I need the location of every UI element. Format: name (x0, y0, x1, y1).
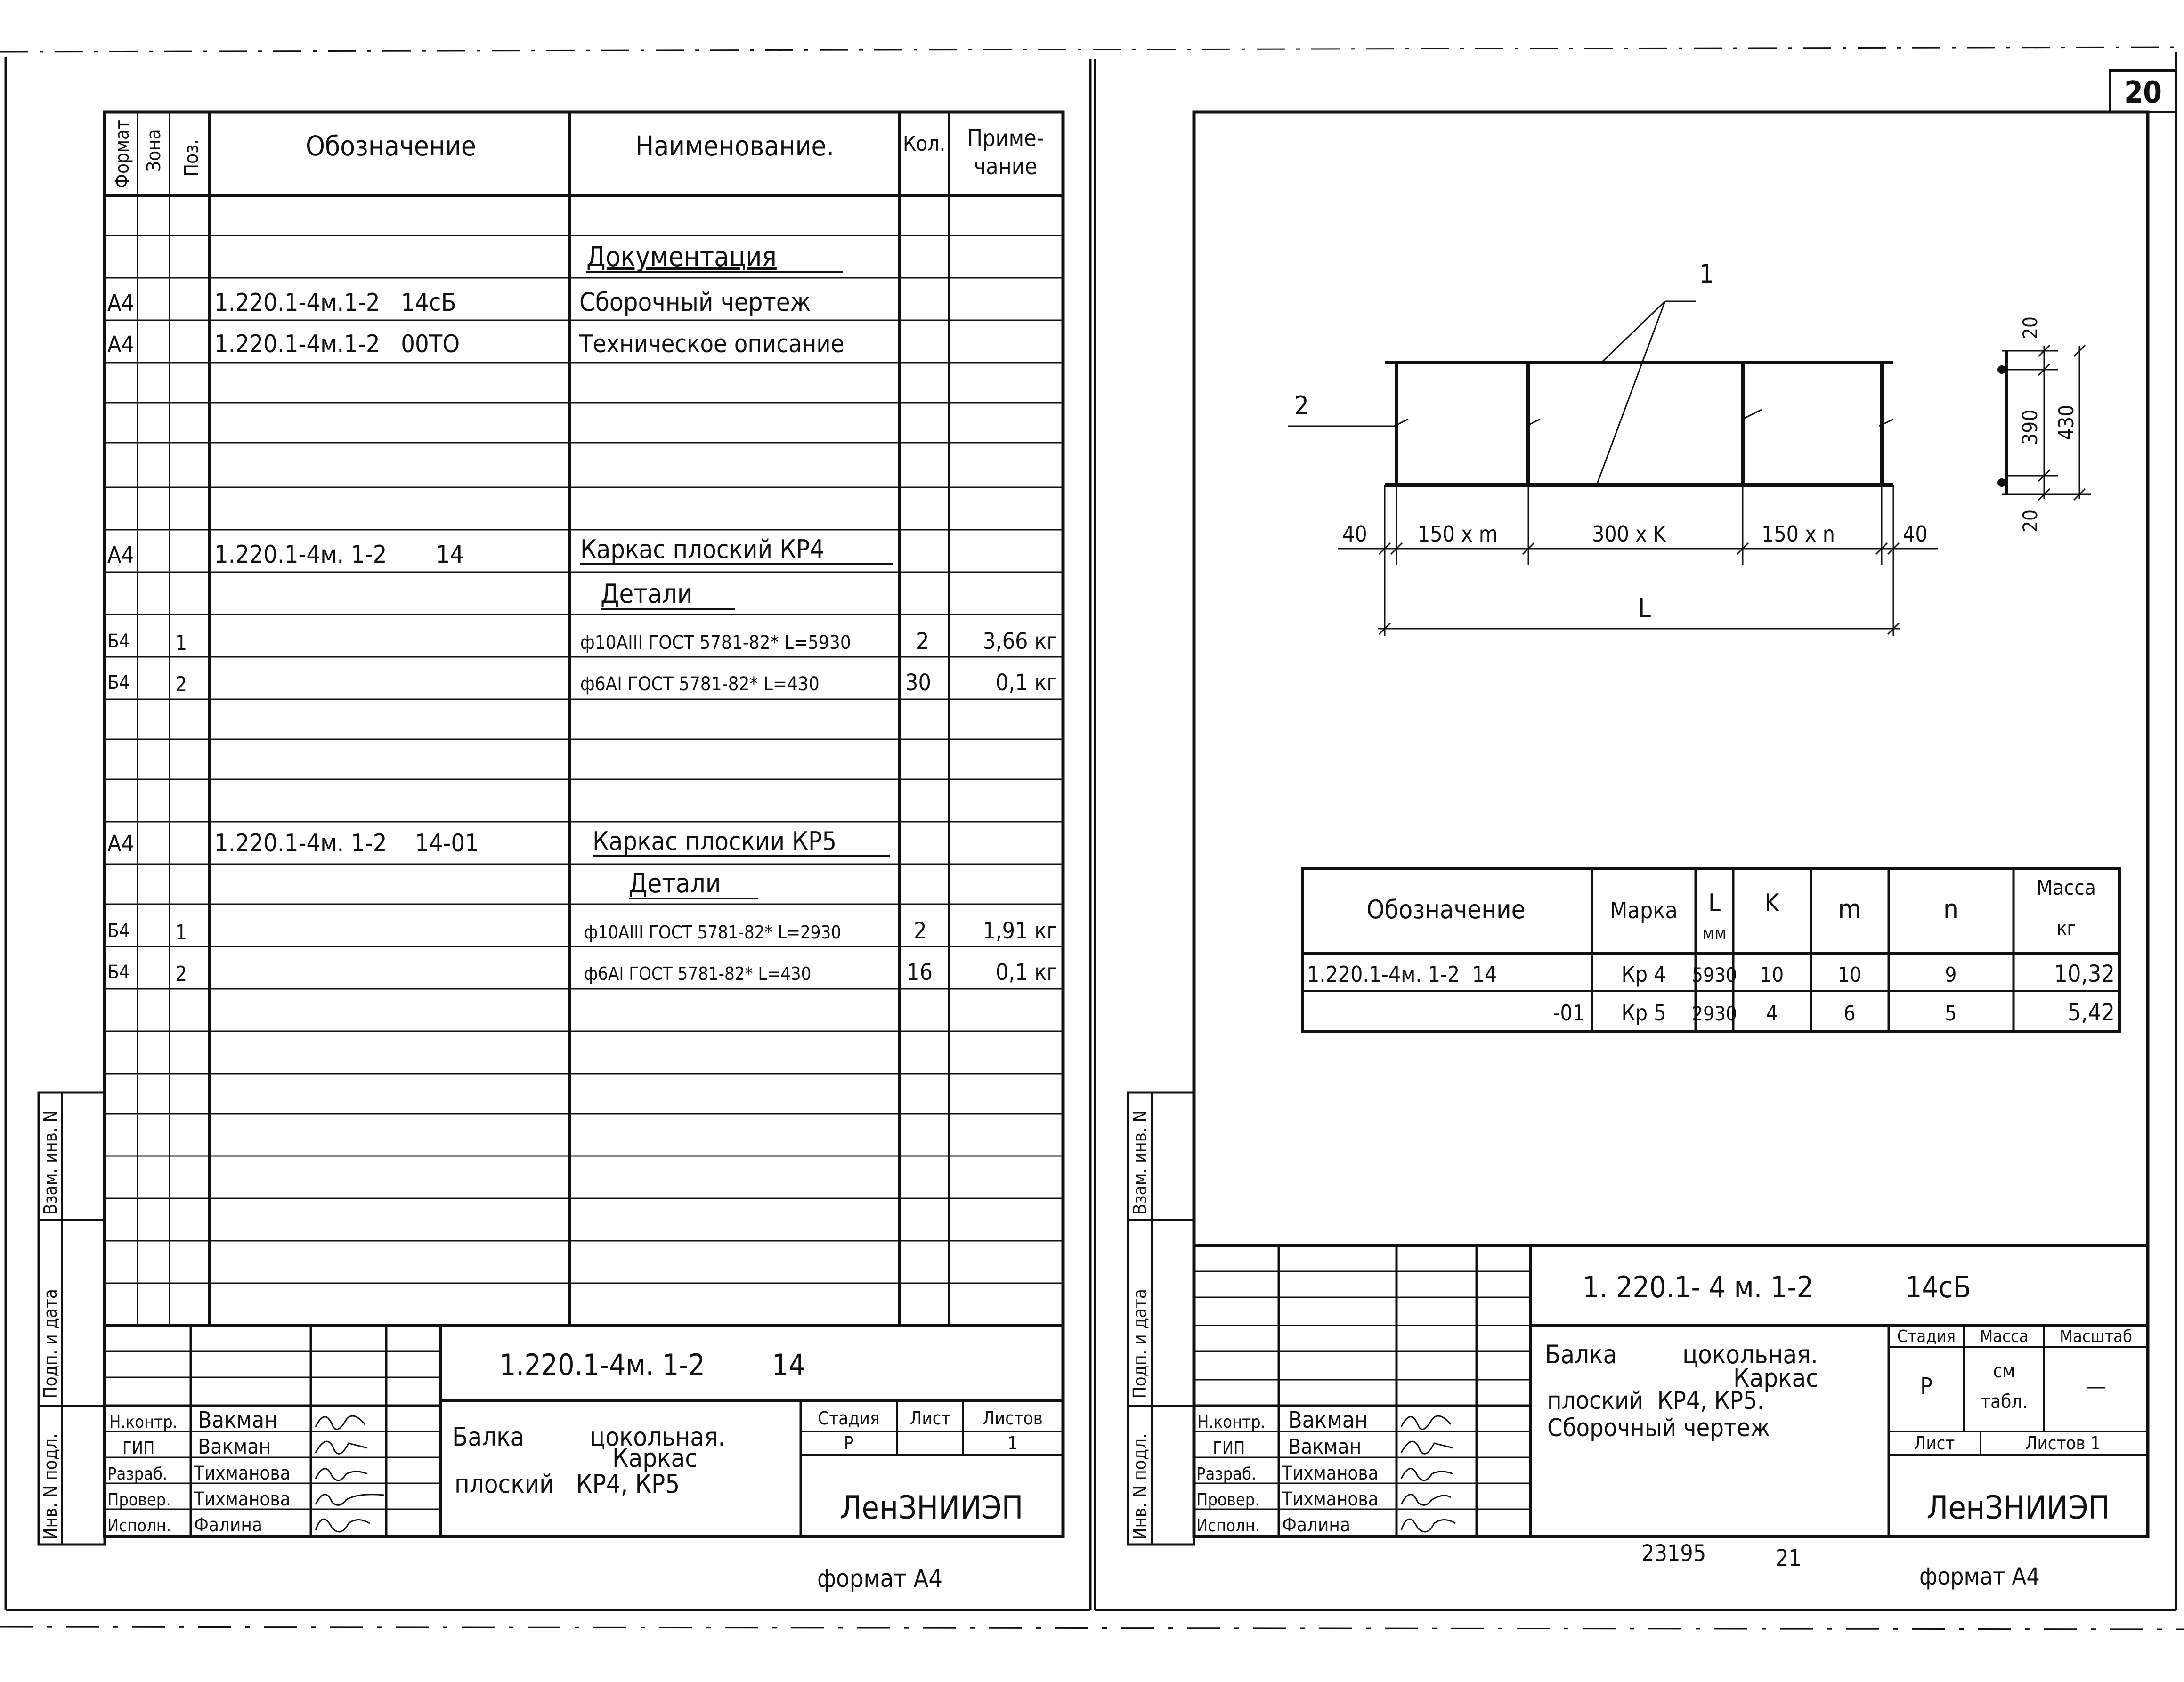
signer-name-3: Тихманова (194, 1488, 291, 1510)
frame-drawing (1288, 259, 2091, 636)
signer-role-1: ГИП (122, 1439, 155, 1458)
right-tb-title-1: Балка цокольная. (1545, 1340, 1818, 1369)
archive-number-2: 21 (1776, 1545, 1802, 1571)
left-tb-org: ЛенЗНИИЭП (840, 1489, 1023, 1527)
right-side-stamp (1128, 1092, 1194, 1545)
pt-r1-K: 4 (1766, 1002, 1778, 1026)
dim-40-left: 40 (1342, 521, 1367, 547)
col-header-note-1: Приме- (967, 125, 1044, 152)
r-signer-name-1: Вакман (1288, 1435, 1362, 1459)
pt-r0-n: 9 (1945, 963, 1957, 987)
col-header-designation: Обозначение (305, 130, 477, 162)
pt-header-K: K (1764, 889, 1779, 917)
spec-rows (107, 241, 1057, 986)
pt-header-L: L (1708, 889, 1721, 917)
r-signer-name-2: Тихманова (1282, 1463, 1379, 1484)
dim-L: L (1638, 593, 1651, 623)
spec-note-5: 3,66 кг (982, 628, 1057, 655)
r-signer-name-3: Тихманова (1282, 1488, 1379, 1510)
callout-2: 2 (1294, 391, 1309, 420)
stamp-sign-date-r: Подп. и дата (1129, 1289, 1150, 1399)
r-signer-role-2: Разраб. (1196, 1464, 1257, 1484)
pt-r0-designation: 1.220.1-4м. 1-2 14 (1307, 962, 1497, 987)
spec-note-6: 0,1 кг (995, 670, 1057, 696)
r-signer-role-0: Н.контр. (1197, 1413, 1266, 1432)
signer-role-0: Н.контр. (109, 1413, 178, 1432)
right-sheet (1095, 52, 2176, 1610)
r-signer-name-0: Вакман (1288, 1407, 1368, 1433)
left-tb-stage: Р (844, 1433, 854, 1454)
pt-r1-designation: -01 (1553, 1000, 1585, 1026)
callout-1: 1 (1699, 259, 1714, 289)
spec-name-3: Каркас плоский КР4 (580, 534, 825, 564)
spec-format-10: Б4 (107, 962, 130, 983)
stamp-sign-date: Подп. и дата (40, 1289, 61, 1399)
spec-format-3: А4 (107, 542, 134, 568)
dim-390: 390 (2018, 409, 2042, 445)
signer-role-2: Разраб. (107, 1464, 168, 1484)
col-header-qty: Кол. (902, 132, 946, 156)
spec-pos-10: 2 (175, 962, 187, 986)
left-tb-sheet-h: Лист (909, 1408, 951, 1429)
spec-pos-6: 2 (175, 672, 187, 696)
col-header-format: Формат (112, 120, 133, 188)
right-format-note: формат А4 (1919, 1563, 2040, 1590)
pt-r1-mark: Кр 5 (1621, 1000, 1666, 1026)
spec-designation-3: 1.220.1-4м. 1-2 14 (214, 541, 464, 569)
r-signer-role-1: ГИП (1213, 1439, 1245, 1458)
pt-header-L-unit: мм (1702, 923, 1727, 944)
archive-number: 23195 (1641, 1540, 1706, 1567)
spec-pos-9: 1 (175, 921, 187, 945)
spec-format-7: А4 (107, 831, 134, 857)
dim-20-bottom: 20 (2019, 509, 2042, 532)
spec-qty-6: 30 (905, 670, 931, 696)
spec-format-9: Б4 (107, 920, 130, 942)
spec-designation-1: 1.220.1-4м.1-2 14сБ (214, 289, 456, 317)
spec-name-4: Детали (601, 579, 693, 609)
pt-header-m: m (1838, 894, 1861, 925)
right-tb-stage: Р (1920, 1373, 1933, 1399)
left-tb-title-3: плоский КР4, КР5 (455, 1469, 680, 1499)
spec-name-5: ф10АIII ГОСТ 5781-82* L=5930 (580, 632, 851, 654)
left-tb-title-1: Балка цокольная. (452, 1422, 725, 1452)
spec-qty-9: 2 (914, 918, 927, 944)
signer-name-2: Тихманова (194, 1463, 291, 1484)
spec-name-7: Каркас плоскии КР5 (593, 826, 837, 856)
pt-r0-mark: Кр 4 (1621, 962, 1666, 987)
dim-430: 430 (2054, 404, 2078, 440)
spec-designation-7: 1.220.1-4м. 1-2 14-01 (214, 829, 479, 857)
signer-name-0: Вакман (198, 1407, 278, 1433)
spec-name-6: ф6АI ГОСТ 5781-82* L=430 (580, 673, 820, 695)
right-tb-code: 1. 220.1- 4 м. 1-2 14сБ (1583, 1270, 1971, 1304)
pt-header-mark: Марка (1610, 898, 1678, 924)
left-tb-stage-h: Стадия (818, 1408, 880, 1429)
params-table (1302, 869, 2119, 1031)
spec-pos-5: 1 (175, 631, 187, 655)
signer-name-1: Вакман (198, 1435, 271, 1459)
spec-qty-5: 2 (916, 628, 929, 655)
left-tb-sheets: 1 (1007, 1433, 1018, 1454)
spec-format-1: А4 (107, 290, 134, 316)
signatures-right (1401, 1416, 1455, 1532)
right-tb-scale: — (2086, 1373, 2106, 1399)
left-format-note: формат А4 (817, 1565, 943, 1593)
stamp-inv-orig: Инв. N подл. (40, 1433, 61, 1540)
spec-note-10: 0,1 кг (995, 959, 1057, 986)
col-header-note-2: чание (974, 154, 1038, 180)
spec-qty-10: 16 (907, 959, 933, 986)
right-tb-sheets-label: Листов 1 (2025, 1433, 2101, 1454)
pt-r1-m: 6 (1843, 1002, 1856, 1026)
dim-40-right: 40 (1903, 521, 1928, 547)
right-tb-org: ЛенЗНИИЭП (1926, 1489, 2110, 1527)
spec-name-2: Техническое описание (579, 330, 844, 358)
col-header-zone: Зона (143, 129, 165, 172)
left-sheet (6, 57, 1090, 1610)
r-signer-name-4: Фалина (1282, 1514, 1350, 1536)
stamp-inv-orig-r: Инв. N подл. (1129, 1433, 1150, 1540)
pt-header-n: n (1943, 894, 1958, 925)
right-tb-mass-h: Масса (1980, 1327, 2029, 1346)
pt-header-mass: Масса (2036, 876, 2096, 900)
left-tb-title-2: Каркас (612, 1443, 698, 1473)
spec-name-10: ф6АI ГОСТ 5781-82* L=430 (584, 963, 812, 984)
page-number: 20 (2124, 75, 2162, 110)
spec-designation-2: 1.220.1-4м.1-2 00ТО (214, 330, 460, 358)
signer-role-4: Исполн. (107, 1516, 171, 1536)
pt-r0-K: 10 (1760, 963, 1784, 987)
r-signer-role-4: Исполн. (1196, 1516, 1260, 1536)
dim-150m: 150 х m (1418, 521, 1498, 547)
spec-format-5: Б4 (107, 631, 130, 652)
signer-name-4: Фалина (194, 1514, 262, 1536)
pt-r1-mass: 5,42 (2067, 999, 2115, 1026)
right-tb-title-3: плоский КР4, КР5. (1547, 1387, 1764, 1415)
spec-name-8: Детали (629, 868, 721, 899)
spec-name-9: ф10АIII ГОСТ 5781-82* L=2930 (584, 922, 841, 943)
stamp-inv-repl: Взам. инв. N (40, 1110, 61, 1215)
pt-r1-L: 2930 (1691, 1002, 1737, 1025)
spec-name-1: Сборочный чертеж (579, 287, 811, 317)
col-header-name: Наименование. (635, 130, 835, 162)
right-tb-title-2: Каркас (1733, 1363, 1819, 1393)
right-title-block (1194, 1245, 2148, 1536)
pt-r1-n: 5 (1945, 1002, 1957, 1026)
pt-r0-mass: 10,32 (2054, 960, 2115, 987)
r-signer-role-3: Провер. (1196, 1490, 1260, 1510)
signatures (316, 1416, 384, 1532)
left-tb-sheets-h: Листов (982, 1408, 1043, 1429)
pt-header-mass-unit: кг (2056, 918, 2076, 939)
right-tb-stage-h: Стадия (1897, 1327, 1956, 1346)
spec-name-0: Документация (586, 241, 777, 273)
right-tb-mass-1: см (1993, 1360, 2015, 1382)
pt-r0-m: 10 (1837, 963, 1862, 987)
right-tb-title-4: Сборочный чертеж (1547, 1414, 1770, 1442)
dim-150n: 150 х n (1762, 521, 1835, 547)
right-tb-scale-h: Масштаб (2060, 1327, 2132, 1346)
pt-header-designation: Обозначение (1366, 895, 1526, 924)
right-tb-sheet-label: Лист (1914, 1433, 1955, 1454)
signer-role-3: Провер. (107, 1490, 171, 1510)
left-side-stamp (39, 1092, 105, 1545)
dim-20-top: 20 (2019, 316, 2042, 339)
left-title-block (105, 1326, 1063, 1536)
left-tb-code: 1.220.1-4м. 1-2 14 (499, 1348, 805, 1382)
spec-note-9: 1,91 кг (982, 918, 1057, 944)
spec-format-2: А4 (107, 332, 134, 358)
right-tb-mass-2: табл. (1981, 1391, 2028, 1413)
pt-r0-L: 5930 (1691, 963, 1737, 987)
stamp-inv-repl-r: Взам. инв. N (1129, 1110, 1150, 1215)
col-header-pos: Поз. (181, 139, 203, 177)
dim-300k: 300 х K (1592, 521, 1666, 547)
spec-format-6: Б4 (107, 672, 130, 694)
